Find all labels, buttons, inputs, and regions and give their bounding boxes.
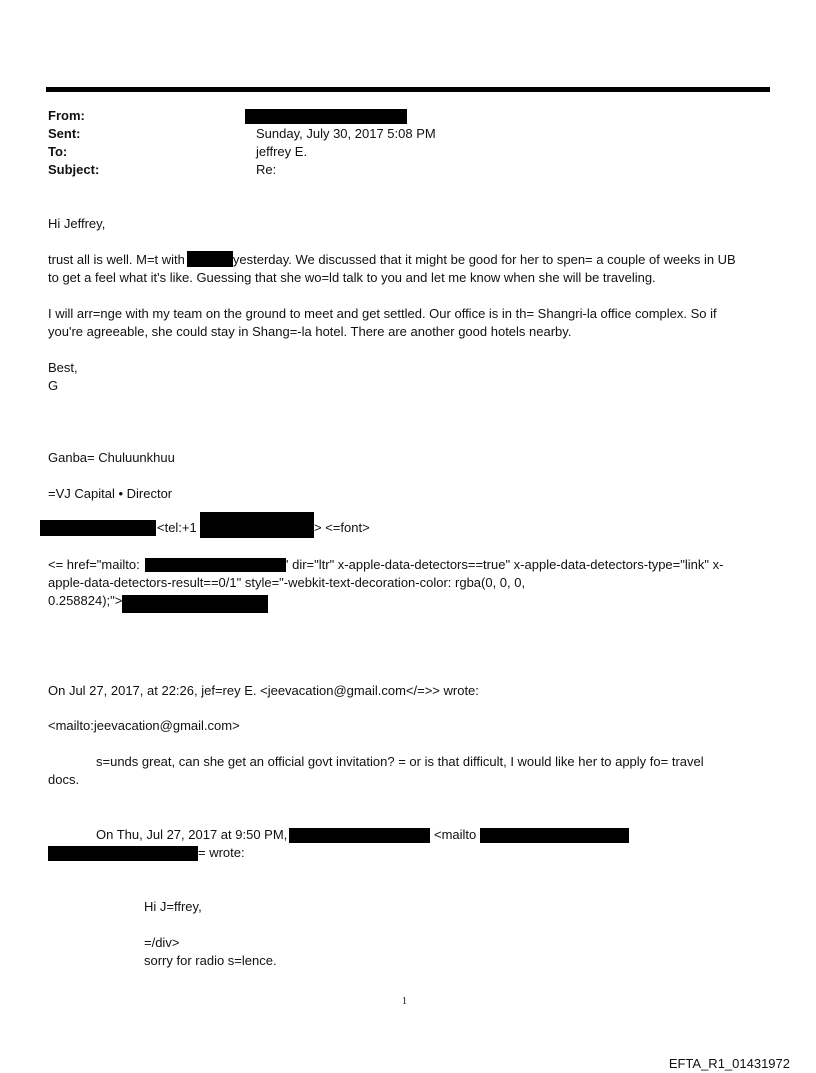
quoted-intro-2c: = wrote:	[198, 845, 245, 860]
sender-email-redaction-2	[48, 846, 198, 861]
tel-text: <tel:+1	[157, 520, 197, 535]
sent-label: Sent:	[48, 126, 81, 141]
sent-value: Sunday, July 30, 2017 5:08 PM	[256, 126, 436, 141]
subject-value: Re:	[256, 162, 277, 177]
quoted-message-2: sorry for radio s=lence.	[144, 953, 277, 968]
signoff-initial: G	[48, 378, 59, 393]
quoted-div-tag: =/div>	[144, 935, 180, 950]
href-line-2: apple-data-detectors-result==0/1" style="-webkit-text-decoration-color: rgba(0, 0, 0,	[48, 575, 526, 590]
quoted-message-1-line-2: docs.	[48, 772, 80, 787]
email-redaction	[145, 558, 286, 572]
to-value: jeffrey E.	[256, 144, 308, 159]
page-number: 1	[402, 996, 407, 1007]
sender-name-redaction	[289, 828, 430, 843]
href-line-1a: <= href="mailto:	[48, 557, 140, 572]
quoted-mailto-1: <mailto:jeevacation@gmail.com>	[48, 718, 240, 733]
from-redaction	[245, 109, 407, 124]
quoted-message-1-line-1: s=unds great, can she get an official govt invitation? = or is that difficult, I would like her to apply fo= travel	[96, 754, 704, 769]
greeting: Hi Jeffrey,	[48, 216, 106, 231]
phone-prefix-redaction	[40, 520, 156, 536]
header-rule	[46, 87, 770, 92]
signature-title: =VJ Capital • Director	[48, 486, 173, 501]
name-redaction	[187, 251, 233, 267]
paragraph-1-line-2: to get a feel what it's like. Guessing that she wo=ld talk to you and let me know when she will be traveling.	[48, 270, 656, 285]
paragraph-1-line-1	[48, 251, 736, 269]
to-label: To:	[48, 144, 68, 159]
paragraph-1-text-b: yesterday. We discussed that it might be good for her to spen= a couple of weeks in UB	[232, 252, 736, 267]
quoted-intro-2b: <mailto	[434, 827, 477, 842]
phone-number-redaction	[200, 512, 314, 538]
subject-label: Subject:	[48, 162, 100, 177]
document-id: EFTA_R1_01431972	[668, 1056, 790, 1071]
signoff: Best,	[48, 360, 78, 375]
from-label: From:	[48, 108, 85, 123]
quoted-greeting-2: Hi J=ffrey,	[144, 899, 202, 914]
paragraph-1-text-a: trust all is well. M=t with	[48, 252, 185, 267]
paragraph-2-line-1: I will arr=nge with my team on the ground to meet and get settled. Our office is in th= Shangri-la office complex. So if	[48, 306, 717, 321]
font-tag-text: > <=font>	[314, 520, 370, 535]
paragraph-2-line-2: you're agreeable, she could stay in Shang=-la hotel. There are another good hotels nearby.	[48, 324, 572, 339]
sender-email-redaction	[480, 828, 629, 843]
href-line-3: 0.258824);">	[48, 593, 123, 608]
href-line-1b: ' dir="ltr" x-apple-data-detectors==true" x-apple-data-detectors-type="link" x-	[286, 557, 724, 572]
quoted-intro-2a: On Thu, Jul 27, 2017 at 9:50 PM,	[96, 827, 288, 842]
quoted-intro-1: On Jul 27, 2017, at 22:26, jef=rey E. <jeevacation@gmail.com</=>> wrote:	[48, 683, 479, 698]
signature-name: Ganba= Chuluunkhuu	[48, 450, 175, 465]
link-text-redaction	[122, 595, 268, 613]
